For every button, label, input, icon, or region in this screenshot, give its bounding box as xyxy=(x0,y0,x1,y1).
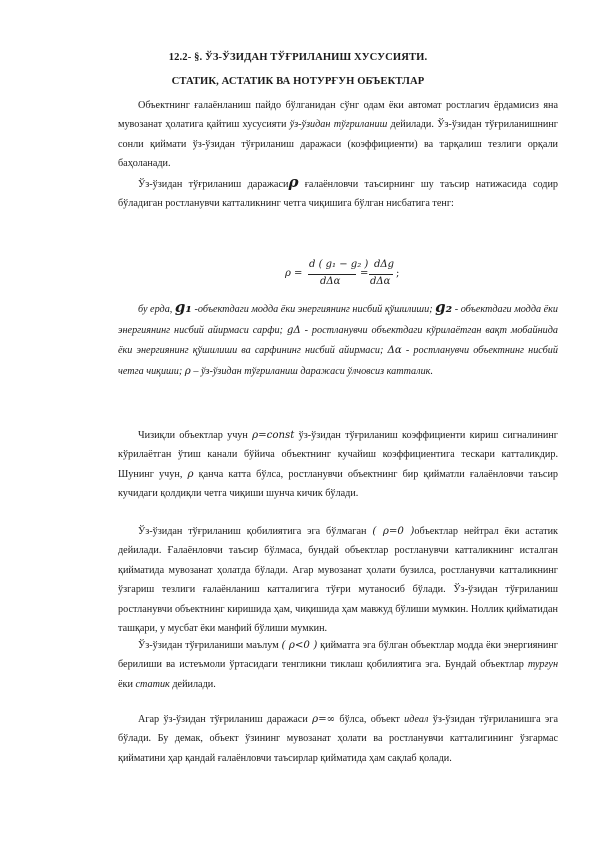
paragraph-2: Ўз-ўзидан тўғриланиш даражасиρ ғалаёнловчи таъсирнинг шу таъсир натижасида содир бўладиган ростланувчи катталикнинг четга чиқишига бўлган нисбатига тенг: xyxy=(118,173,558,210)
formula-numerator-1: d ( g₁ − g₂ ) xyxy=(309,259,369,270)
term-stable: турғун xyxy=(527,659,558,671)
rho-const-expression: ρ=const xyxy=(252,430,295,441)
self-regulation-formula: ρ = d ( g₁ − g₂ ) dΔα = dΔg dΔα ; xyxy=(285,259,400,287)
section-title: 12.2- §. ЎЗ-ЎЗИДАН ТЎҒРИЛАНИШ ХУСУСИЯТИ. xyxy=(168,52,428,63)
term-self-regulation: ўз-ўзидан тўғриланиш xyxy=(289,119,388,131)
delta-alpha-symbol: Δα xyxy=(387,345,402,357)
g2-symbol: g₂ xyxy=(435,298,453,316)
formula-denominator-1: dΔα xyxy=(320,276,341,287)
term-static: статик xyxy=(135,678,170,690)
paragraph-7: Агар ўз-ўзидан тўғриланиш даражаси ρ=∞ бўлса, объект идеал ўз-ўзидан тўғриланишга эга бўлади. Бу демак, объект ўзининг мувозанат ҳолати ва ростланувчи катталигининг ўзгармас қийматини ҳар қандай ғалаёнловчи таъсирлар қийматида ҳам сақлаб қолади. xyxy=(118,714,558,764)
rho-negative-expression: ( ρ<0 ) xyxy=(281,640,318,651)
g-delta-symbol: gΔ xyxy=(286,324,301,336)
paragraph-5: Ўз-ўзидан тўғриланиш қобилиятига эга бўлмаган ( ρ=0 )объектлар нейтрал ёки астатик дейилади. Ғалаёнловчи таъсир бўлмаса, бундай объектлар ростланувчи катталикнинг исталган қийматида мувозанат ҳолатда бўлади. Агар мувозанат ҳолати бузилса, ростланувчи катталикнинг ўзгариш тезлиги ғалаёнланиш катталигига тўғри мутаносиб бўлади. Ўз-ўзидан тўғриланиш ростланувчи объектнинг киришида ҳам, чиқишида ҳам мавжуд бўлиши мумкин. Ноллик қийматидан ташқари, у мусбат ёки манфий бўлиши мумкин. xyxy=(118,526,559,635)
formula-numerator-2: dΔg xyxy=(374,259,395,270)
rho-infinity-expression: ρ=∞ xyxy=(312,714,336,725)
paragraph-1: Объектнинг ғалаёнланиш пайдо бўлганидан сўнг одам ёки автомат ростлагич ёрдамисиз яна мувозанат ҳолатига қайтиш хусусияти ўз-ўзидан тўғриланиш дейилади. Ўз-ўзидан тўғриланишнинг сонли қиймати ўз-ўзидан тўғриланиш даражаси (коэффициенти) ва тарқалиш тезлиги орқали баҳоланади. xyxy=(118,100,558,170)
rho-symbol-2: ρ xyxy=(184,365,191,377)
formula-denominator-2: dΔα xyxy=(370,276,391,287)
rho-symbol: ρ xyxy=(288,173,299,191)
paragraph-6: Ўз-ўзидан тўғриланиши маълум ( ρ<0 ) қийматга эга бўлган объектлар модда ёки энергиянинг берилиши ва истеъмоли ўртасидаги тенгликни тиклаш қобилиятига эга. Бундай объектлар турғун ёки статик дейилади. xyxy=(118,640,558,690)
paragraph-4: Чизиқли объектлар учун ρ=const ўз-ўзидан тўғриланиш коэффициенти кириш сигналининг кўрилаётган ўтиш канали бўйича объектнинг кучайиш коэффициентига тескари катталикдир. Шунинг учун, ρ қанча катта бўлса, ростланувчи объектнинг бир қийматли ғалаёнловчи таъсир кучидаги қолдиқли четга чиқиши шунча кичик бўлади. xyxy=(118,430,558,500)
term-ideal: идеал xyxy=(404,714,429,725)
paragraph-3-definitions: бу ерда, g₁ -объектдаги модда ёки энергиянинг нисбий қўшилиши; g₂ - объектдаги модда ёки энергиянинг нисбий айирмаси сарфи; gΔ - ростланувчи объектдаги кўрилаётган вақт мобайнида ёки энергиянинг қўшилиши ва сарфининг нисбий айирмаси; Δα - ростланувчи объектнинг нисбий четга чиқиши; ρ – ўз-ўзидан тўғриланиш даражаси ўлчовсиз катталик. xyxy=(118,298,558,377)
section-subtitle: СТАТИК, АСТАТИК ВА НОТУРҒУН ОБЪЕКТЛАР xyxy=(171,76,425,87)
rho-symbol-3: ρ xyxy=(187,468,194,480)
g1-symbol: g₁ xyxy=(174,298,192,316)
rho-zero-expression: ( ρ=0 ) xyxy=(372,526,415,537)
